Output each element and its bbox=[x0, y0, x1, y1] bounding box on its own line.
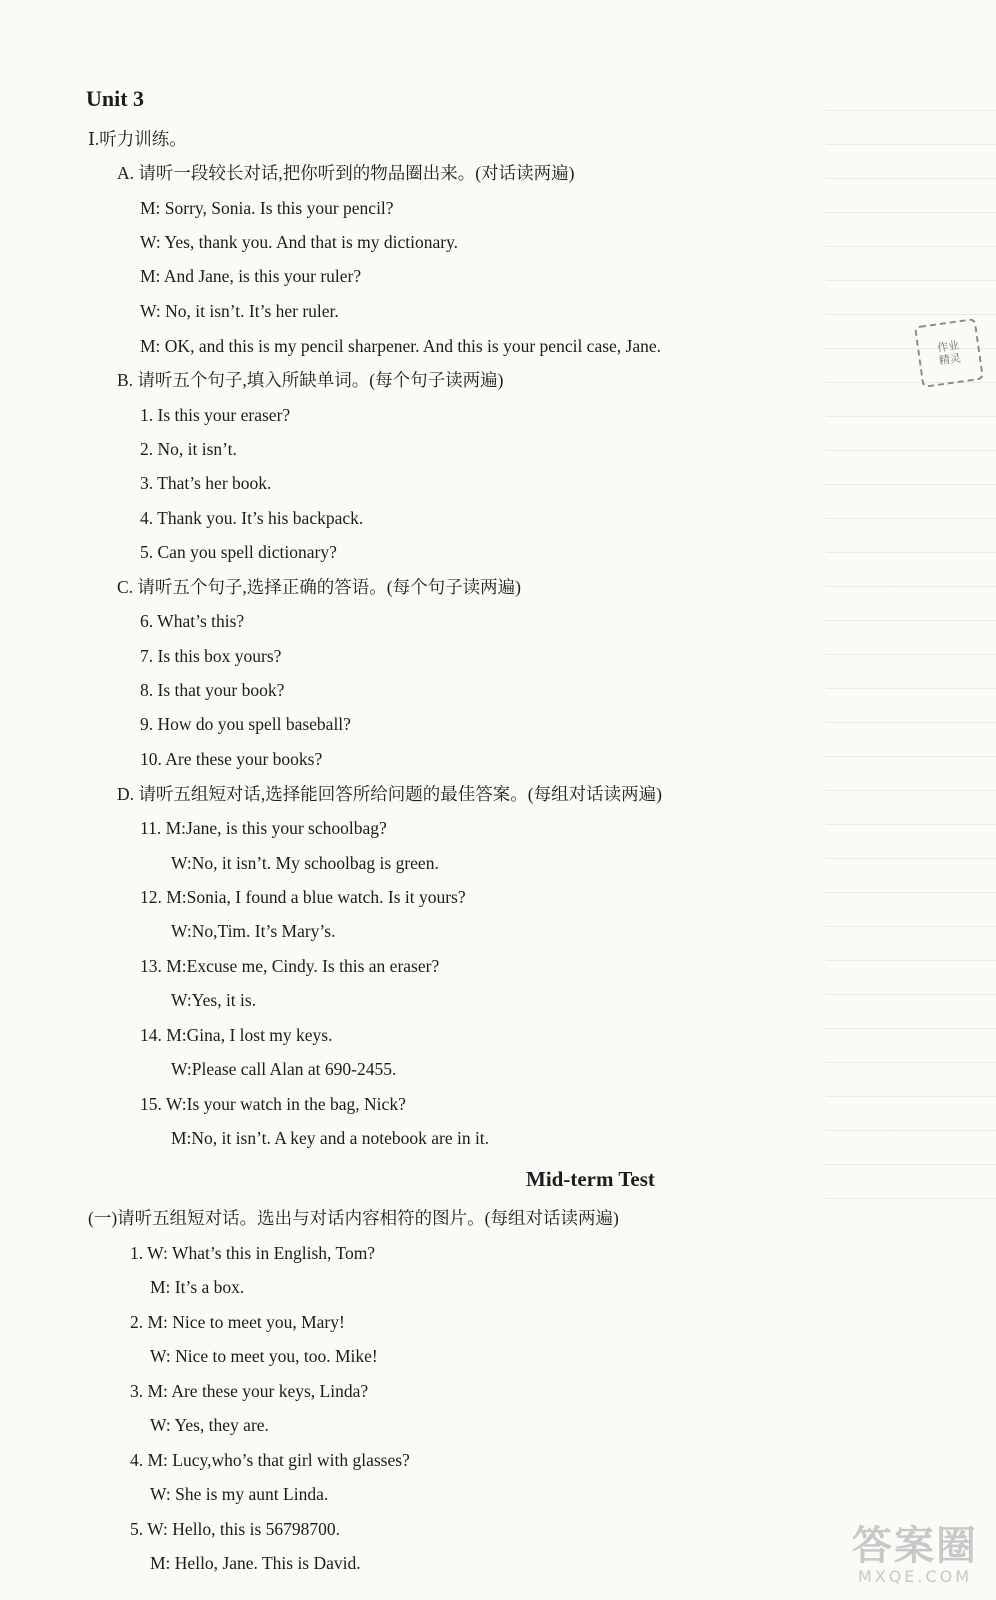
dialogue-line: M: OK, and this is my pencil sharpener. And this is your pencil case, Jane. bbox=[140, 336, 662, 356]
part-d-heading: D. 请听五组短对话,选择能回答所给问题的最佳答案。(每组对话读两遍) bbox=[117, 784, 662, 804]
sentence-line: 8. Is that your book? bbox=[140, 680, 285, 700]
site-watermark bbox=[852, 1524, 978, 1586]
watermark-logo: 答案圈 bbox=[852, 1523, 978, 1569]
stamp-line-1: 作业 bbox=[936, 338, 960, 355]
section-heading: Ⅰ.听力训练。 bbox=[88, 129, 187, 149]
part-a-heading: A. 请听一段较长对话,把你听到的物品圈出来。(对话读两遍) bbox=[117, 163, 575, 183]
dialogue-line: W:Please call Alan at 690-2455. bbox=[171, 1059, 397, 1079]
dialogue-line: W: Yes, they are. bbox=[150, 1415, 269, 1435]
dialogue-line: M: And Jane, is this your ruler? bbox=[140, 266, 362, 286]
dialogue-line: M: Hello, Jane. This is David. bbox=[150, 1553, 361, 1573]
dialogue-line: 5. W: Hello, this is 56798700. bbox=[130, 1519, 340, 1539]
sentence-line: 2. No, it isn’t. bbox=[140, 439, 237, 459]
watermark-url: MXQE.COM bbox=[857, 1567, 973, 1586]
part-b-heading: B. 请听五个句子,填入所缺单词。(每个句子读两遍) bbox=[117, 370, 504, 390]
dialogue-line: M: It’s a box. bbox=[150, 1277, 245, 1297]
dialogue-line: W: She is my aunt Linda. bbox=[150, 1484, 329, 1504]
sentence-line: 5. Can you spell dictionary? bbox=[140, 542, 337, 562]
dialogue-line: 4. M: Lucy,who’s that girl with glasses? bbox=[130, 1450, 410, 1470]
dialogue-line: W: Nice to meet you, too. Mike! bbox=[150, 1346, 378, 1366]
dialogue-line: 14. M:Gina, I lost my keys. bbox=[140, 1025, 333, 1045]
dialogue-line: M: Sorry, Sonia. Is this your pencil? bbox=[140, 198, 394, 218]
sentence-line: 7. Is this box yours? bbox=[140, 646, 282, 666]
dialogue-line: 11. M:Jane, is this your schoolbag? bbox=[140, 818, 387, 838]
sentence-line: 3. That’s her book. bbox=[140, 473, 272, 493]
sentence-line: 4. Thank you. It’s his backpack. bbox=[140, 508, 364, 528]
dialogue-line: W:No, it isn’t. My schoolbag is green. bbox=[171, 853, 439, 873]
dialogue-line: W:No,Tim. It’s Mary’s. bbox=[171, 921, 336, 941]
unit-title: Unit 3 bbox=[86, 86, 145, 111]
sentence-line: 9. How do you spell baseball? bbox=[140, 714, 351, 734]
dialogue-line: 1. W: What’s this in English, Tom? bbox=[130, 1243, 376, 1263]
dialogue-line: 15. W:Is your watch in the bag, Nick? bbox=[140, 1094, 406, 1114]
sentence-line: 6. What’s this? bbox=[140, 611, 245, 631]
dialogue-line: W: No, it isn’t. It’s her ruler. bbox=[140, 301, 339, 321]
bleed-through-shadow bbox=[826, 80, 996, 1230]
dialogue-line: 12. M:Sonia, I found a blue watch. Is it yours? bbox=[140, 887, 466, 907]
dialogue-line: 3. M: Are these your keys, Linda? bbox=[130, 1381, 369, 1401]
midterm-heading: (一)请听五组短对话。选出与对话内容相符的图片。(每组对话读两遍) bbox=[88, 1208, 619, 1228]
homework-stamp bbox=[914, 318, 984, 388]
part-c-heading: C. 请听五个句子,选择正确的答语。(每个句子读两遍) bbox=[117, 577, 521, 597]
dialogue-line: M:No, it isn’t. A key and a notebook are in it. bbox=[171, 1128, 490, 1148]
dialogue-line: W:Yes, it is. bbox=[171, 990, 257, 1010]
midterm-title: Mid-term Test bbox=[526, 1167, 655, 1191]
dialogue-line: W: Yes, thank you. And that is my dictionary. bbox=[140, 232, 459, 252]
dialogue-line: 2. M: Nice to meet you, Mary! bbox=[130, 1312, 345, 1332]
dialogue-line: 13. M:Excuse me, Cindy. Is this an eraser? bbox=[140, 956, 440, 976]
sentence-line: 1. Is this your eraser? bbox=[140, 405, 291, 425]
stamp-line-2: 精灵 bbox=[938, 351, 962, 368]
sentence-line: 10. Are these your books? bbox=[140, 749, 323, 769]
